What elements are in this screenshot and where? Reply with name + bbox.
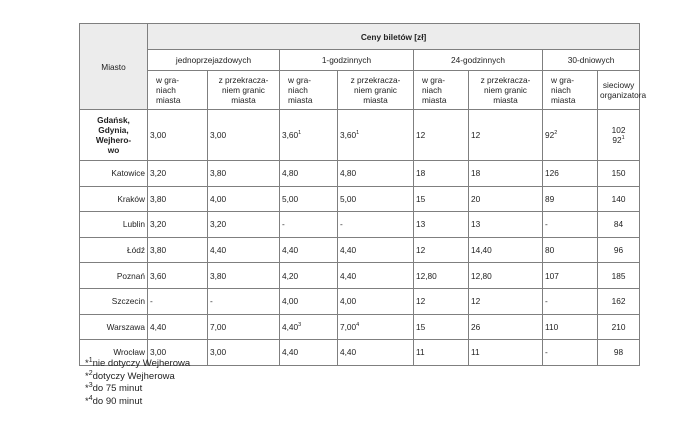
price-value: 13	[471, 219, 481, 230]
table-row	[80, 186, 640, 212]
price-value: 185	[611, 270, 626, 281]
price-value: 4,40	[150, 321, 167, 332]
table-row	[80, 110, 640, 161]
price-value: 12,80	[471, 270, 492, 281]
price-cell	[338, 237, 414, 263]
price-cell	[598, 314, 640, 340]
price-cell	[338, 212, 414, 238]
price-cell	[469, 161, 543, 187]
price-cell	[598, 237, 640, 263]
price-value: 12	[471, 296, 481, 307]
price-value: 4,40	[340, 270, 357, 281]
price-cell	[414, 161, 469, 187]
footnote-item	[85, 358, 190, 371]
price-value: 12	[416, 296, 426, 307]
price-cell	[543, 340, 598, 366]
footnote-ref: 1	[298, 130, 302, 137]
price-cell	[208, 340, 280, 366]
footnote-number: 3	[88, 381, 93, 389]
group-header-24h: 24-godzinnych	[414, 50, 543, 71]
price-cell	[208, 314, 280, 340]
footnote-text: dotyczy Wejherowa	[92, 370, 175, 382]
price-cell	[414, 212, 469, 238]
table-row	[80, 288, 640, 314]
price-cell	[338, 161, 414, 187]
price-cell	[543, 237, 598, 263]
price-value: 126	[545, 168, 559, 179]
price-cell	[208, 186, 280, 212]
footnote-mark: *	[85, 370, 89, 382]
price-value: 11	[471, 347, 480, 358]
subheader-1: z przekracza- niem granic miasta	[208, 71, 280, 110]
city-column-header: Miasto	[80, 24, 148, 110]
table-row	[80, 161, 640, 187]
price-cell	[338, 186, 414, 212]
ticket-price-table	[79, 23, 647, 366]
price-value: 3,80	[210, 168, 227, 179]
footnote-number: 2	[88, 369, 93, 377]
price-cell	[469, 110, 543, 161]
price-cell	[543, 288, 598, 314]
footnote-ref: 3	[298, 322, 302, 329]
price-cell	[414, 186, 469, 212]
city-name: Warszawa	[80, 314, 148, 340]
price-cell	[543, 314, 598, 340]
price-cell	[280, 288, 338, 314]
price-value: -	[282, 219, 285, 230]
city-name: Katowice	[80, 161, 148, 187]
price-value: 4,80	[282, 168, 299, 179]
price-value: -	[545, 296, 548, 307]
price-cell	[148, 161, 208, 187]
price-value: 3,60	[340, 130, 357, 140]
price-cell	[148, 237, 208, 263]
price-cell	[148, 263, 208, 289]
price-value: 12	[471, 130, 481, 140]
footnote-ref: 1	[356, 130, 360, 137]
price-value: 96	[613, 245, 624, 256]
price-value: 12	[416, 130, 426, 140]
price-value: 7,00	[210, 321, 227, 332]
subheader-0: w gra- niach miasta	[148, 71, 208, 110]
price-cell	[280, 161, 338, 187]
group-header-single: jednoprzejazdowych	[148, 50, 280, 71]
price-value: 13	[416, 219, 426, 230]
group-header-30d: 30-dniowych	[543, 50, 640, 71]
price-cell	[148, 288, 208, 314]
price-cell	[338, 263, 414, 289]
price-value: 18	[471, 168, 481, 179]
price-cell	[148, 186, 208, 212]
group-header-1h: 1-godzinnych	[280, 50, 414, 71]
footnote-mark: *	[85, 358, 89, 369]
price-cell	[414, 314, 469, 340]
price-cell	[208, 288, 280, 314]
price-cell	[338, 340, 414, 366]
price-value: 140	[611, 193, 626, 204]
price-value: 107	[545, 270, 559, 281]
price-value: 4,00	[340, 296, 357, 307]
price-value: 20	[471, 193, 481, 204]
price-value: 4,40	[210, 245, 227, 256]
price-value: 4,00	[210, 193, 227, 204]
price-cell	[598, 110, 640, 161]
price-value: -	[545, 347, 548, 358]
footnotes	[85, 358, 190, 408]
city-name: Lublin	[80, 212, 148, 238]
city-name: Wrocław	[80, 340, 148, 366]
price-cell	[543, 161, 598, 187]
price-cell	[469, 212, 543, 238]
price-value: 5,00	[340, 193, 357, 204]
price-value: 15	[416, 193, 426, 204]
price-cell	[598, 212, 640, 238]
price-value: 110	[545, 321, 559, 332]
table-row	[80, 314, 640, 340]
table-row	[80, 237, 640, 263]
city-name: Poznań	[80, 263, 148, 289]
footnote-mark: *	[85, 383, 89, 394]
price-value: 3,20	[150, 168, 167, 179]
price-value: -	[210, 296, 213, 307]
price-cell	[208, 212, 280, 238]
price-value: 3,80	[150, 245, 167, 256]
price-value: -	[545, 219, 548, 230]
price-cell	[469, 237, 543, 263]
price-cell	[280, 314, 338, 340]
price-value: 12,80	[416, 270, 437, 281]
footnote-text: nie dotyczy Wejherowa	[92, 358, 191, 369]
footnote-ref: 2	[554, 130, 558, 137]
price-value: 98	[613, 347, 624, 358]
price-value: 89	[545, 193, 555, 204]
subheader-4: w gra- niach miasta	[414, 71, 469, 110]
price-value-alt: 92	[612, 135, 622, 145]
price-value: 4,40	[340, 245, 357, 256]
city-name: Gdańsk, Gdynia, Wejhero- wo	[80, 110, 148, 161]
price-cell	[598, 340, 640, 366]
price-cell	[598, 161, 640, 187]
price-cell	[280, 186, 338, 212]
price-cell	[543, 212, 598, 238]
footnote-number: 1	[88, 356, 93, 364]
city-name: Szczecin	[80, 288, 148, 314]
price-value: 150	[611, 168, 626, 179]
table-title: Ceny biletów [zł]	[148, 24, 640, 50]
footnote-mark: *	[85, 395, 89, 407]
price-value: 80	[545, 245, 555, 256]
price-cell	[469, 288, 543, 314]
price-value: 162	[611, 296, 626, 307]
price-cell	[543, 263, 598, 289]
footnote-text: do 90 minut	[92, 395, 143, 407]
price-cell	[338, 314, 414, 340]
footnote-item	[85, 371, 190, 384]
price-cell	[598, 288, 640, 314]
price-value: 3,00	[150, 130, 167, 140]
footnote-item	[85, 383, 190, 396]
price-cell	[598, 186, 640, 212]
price-cell	[280, 110, 338, 161]
price-cell	[543, 186, 598, 212]
price-value: 3,00	[150, 347, 167, 358]
price-value: 5,00	[282, 193, 299, 204]
price-cell	[208, 263, 280, 289]
price-cell	[469, 314, 543, 340]
price-value: 4,40	[282, 321, 299, 332]
price-value: 18	[416, 168, 426, 179]
price-cell	[280, 212, 338, 238]
price-value: 4,40	[282, 347, 299, 358]
price-value: 3,60	[150, 270, 167, 281]
footnote-ref: 1	[621, 135, 625, 142]
price-value: 11	[416, 347, 425, 358]
price-cell	[414, 237, 469, 263]
city-name: Kraków	[80, 186, 148, 212]
price-cell	[280, 263, 338, 289]
price-cell	[338, 110, 414, 161]
price-cell	[280, 237, 338, 263]
price-value: 14,40	[471, 245, 492, 256]
price-cell	[208, 110, 280, 161]
price-value: 26	[471, 321, 481, 332]
price-value: 4,80	[340, 168, 357, 179]
price-cell	[469, 186, 543, 212]
price-value: 3,20	[150, 219, 167, 230]
price-value: -	[340, 219, 343, 230]
price-value: 3,80	[150, 193, 167, 204]
subheader-3: z przekracza- niem granic miasta	[338, 71, 414, 110]
price-cell	[414, 263, 469, 289]
subheader-2: w gra- niach miasta	[280, 71, 338, 110]
price-cell	[208, 237, 280, 263]
price-value: 15	[416, 321, 426, 332]
price-value: 102	[611, 125, 626, 135]
footnote-number: 4	[88, 394, 93, 402]
price-cell	[148, 110, 208, 161]
price-value: 3,80	[210, 270, 227, 281]
city-name: Łódź	[80, 237, 148, 263]
price-cell	[414, 340, 469, 366]
price-cell	[598, 263, 640, 289]
price-value: 3,00	[210, 347, 227, 358]
price-value: 4,20	[282, 270, 299, 281]
price-cell	[469, 263, 543, 289]
price-cell	[280, 340, 338, 366]
price-value: 4,40	[340, 347, 357, 358]
table-row	[80, 212, 640, 238]
price-value: 3,20	[210, 219, 227, 230]
price-cell	[543, 110, 598, 161]
price-value: 84	[613, 219, 624, 230]
price-value: 3,00	[210, 130, 227, 140]
price-cell	[414, 110, 469, 161]
price-value: 7,00	[340, 321, 357, 332]
subheader-5: z przekracza- niem granic miasta	[469, 71, 543, 110]
price-value: 210	[611, 321, 626, 332]
table-row	[80, 263, 640, 289]
price-value: 3,60	[282, 130, 299, 140]
price-cell	[469, 340, 543, 366]
footnote-item	[85, 396, 190, 409]
subheader-7: sieciowy organizatora	[598, 71, 640, 110]
price-cell	[148, 314, 208, 340]
price-cell	[148, 212, 208, 238]
price-cell	[414, 288, 469, 314]
price-cell	[338, 288, 414, 314]
footnote-text: do 75 minut	[92, 383, 143, 394]
price-cell	[208, 161, 280, 187]
price-value: 92	[545, 130, 555, 140]
footnote-ref: 4	[356, 322, 360, 329]
price-value: 4,40	[282, 245, 299, 256]
price-value: -	[150, 296, 153, 307]
price-value: 4,00	[282, 296, 299, 307]
price-value: 12	[416, 245, 426, 256]
subheader-6: w gra- niach miasta	[543, 71, 598, 110]
